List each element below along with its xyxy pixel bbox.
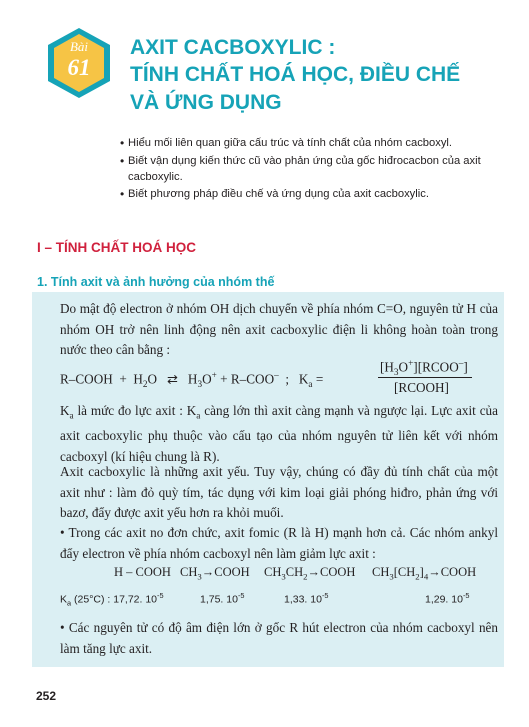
lesson-number: 61	[67, 55, 91, 80]
paragraph-2: $K_a$ là mức đo lực axit : $K_a$ càng lớn thì axit càng mạnh và ngược lại. Lực axit của axit cacboxylic phụ thuộc vào cấu tạo của nhóm nguyên tử liên kết với nhóm cacboxyl (kí hiệu chung là R).	[60, 403, 499, 464]
paragraph-3: Axit cacboxylic là những axit yếu. Tuy vậy, chúng có đầy đủ tính chất của một axit như : làm đỏ quỳ tím, tác dụng với kim loại giải phóng hiđro, phản ứng với bazơ, đẩy được axit yếu hơn ra khỏi muối.	[60, 464, 498, 520]
title-line-2: TÍNH CHẤT HOÁ HỌC, ĐIỀU CHẾ	[130, 63, 461, 86]
paragraph-1: Do mật độ electron ở nhóm OH dịch chuyển về phía nhóm C=O, nguyên tử H của nhóm OH trở nên linh động nên axit cacboxylic điện li không hoàn toàn trong nước theo cân bằng :	[60, 301, 498, 357]
title-line-1: AXIT CACBOXYLIC :	[130, 36, 336, 59]
ka-denominator: [RCOOH]	[394, 380, 449, 395]
acid-formic: H – COOH	[114, 565, 171, 579]
lesson-badge	[46, 27, 112, 99]
page-number: 252	[36, 689, 57, 703]
paragraph-4: • Trong các axit no đơn chức, axit fomic (R là H) mạnh hơn cả. Các nhóm ankyl đẩy electron về phía nhóm cacboxyl nên làm giảm lực axit :	[60, 525, 498, 561]
acid-propionic: $CH_3CH_2\to COOH$	[264, 565, 356, 582]
objective-item: • Biết phương pháp điều chế và ứng dụng của axit cacboxylic.	[120, 187, 429, 201]
acid-hexanoic: $CH_3[CH_2]_4\to COOH$	[372, 565, 477, 582]
subsection-heading: 1. Tính axit và ảnh hưởng của nhóm thế	[37, 275, 275, 289]
ka-label-value-1: $K_a$ (25°C) : 17,72. $10^{-5}$	[60, 591, 164, 608]
title-line-3: VÀ ỨNG DỤNG	[130, 91, 282, 114]
objective-item: • Biết vận dụng kiến thức cũ vào phản ứng của gốc hiđrocacbon của axit cacboxylic.	[120, 154, 481, 183]
objective-item: • Hiểu mối liên quan giữa cấu trúc và tính chất của nhóm cacboxyl.	[120, 136, 453, 150]
section-heading: I – TÍNH CHẤT HOÁ HỌC	[37, 240, 197, 255]
paragraph-5: • Các nguyên tử có độ âm điện lớn ở gốc R hút electron của nhóm cacboxyl nên làm tăng lực axit.	[60, 620, 498, 656]
ka-value-3: 1,33. $10^{-5}$	[284, 591, 329, 606]
ka-numerator: $[H_3O^+][RCOO^-]$	[380, 358, 468, 378]
ka-value-4: 1,29. $10^{-5}$	[425, 591, 470, 606]
equilibrium-equation: R–COOH + $H_2O$ ⇄ $H_3O^+ + R-COO^-$ ; $K_a$ =	[60, 370, 324, 390]
lesson-word: Bài	[69, 39, 89, 54]
acid-acetic: $CH_3\to COOH$	[180, 565, 250, 582]
ka-value-2: 1,75. $10^{-5}$	[200, 591, 245, 606]
fraction-bar	[378, 377, 472, 378]
